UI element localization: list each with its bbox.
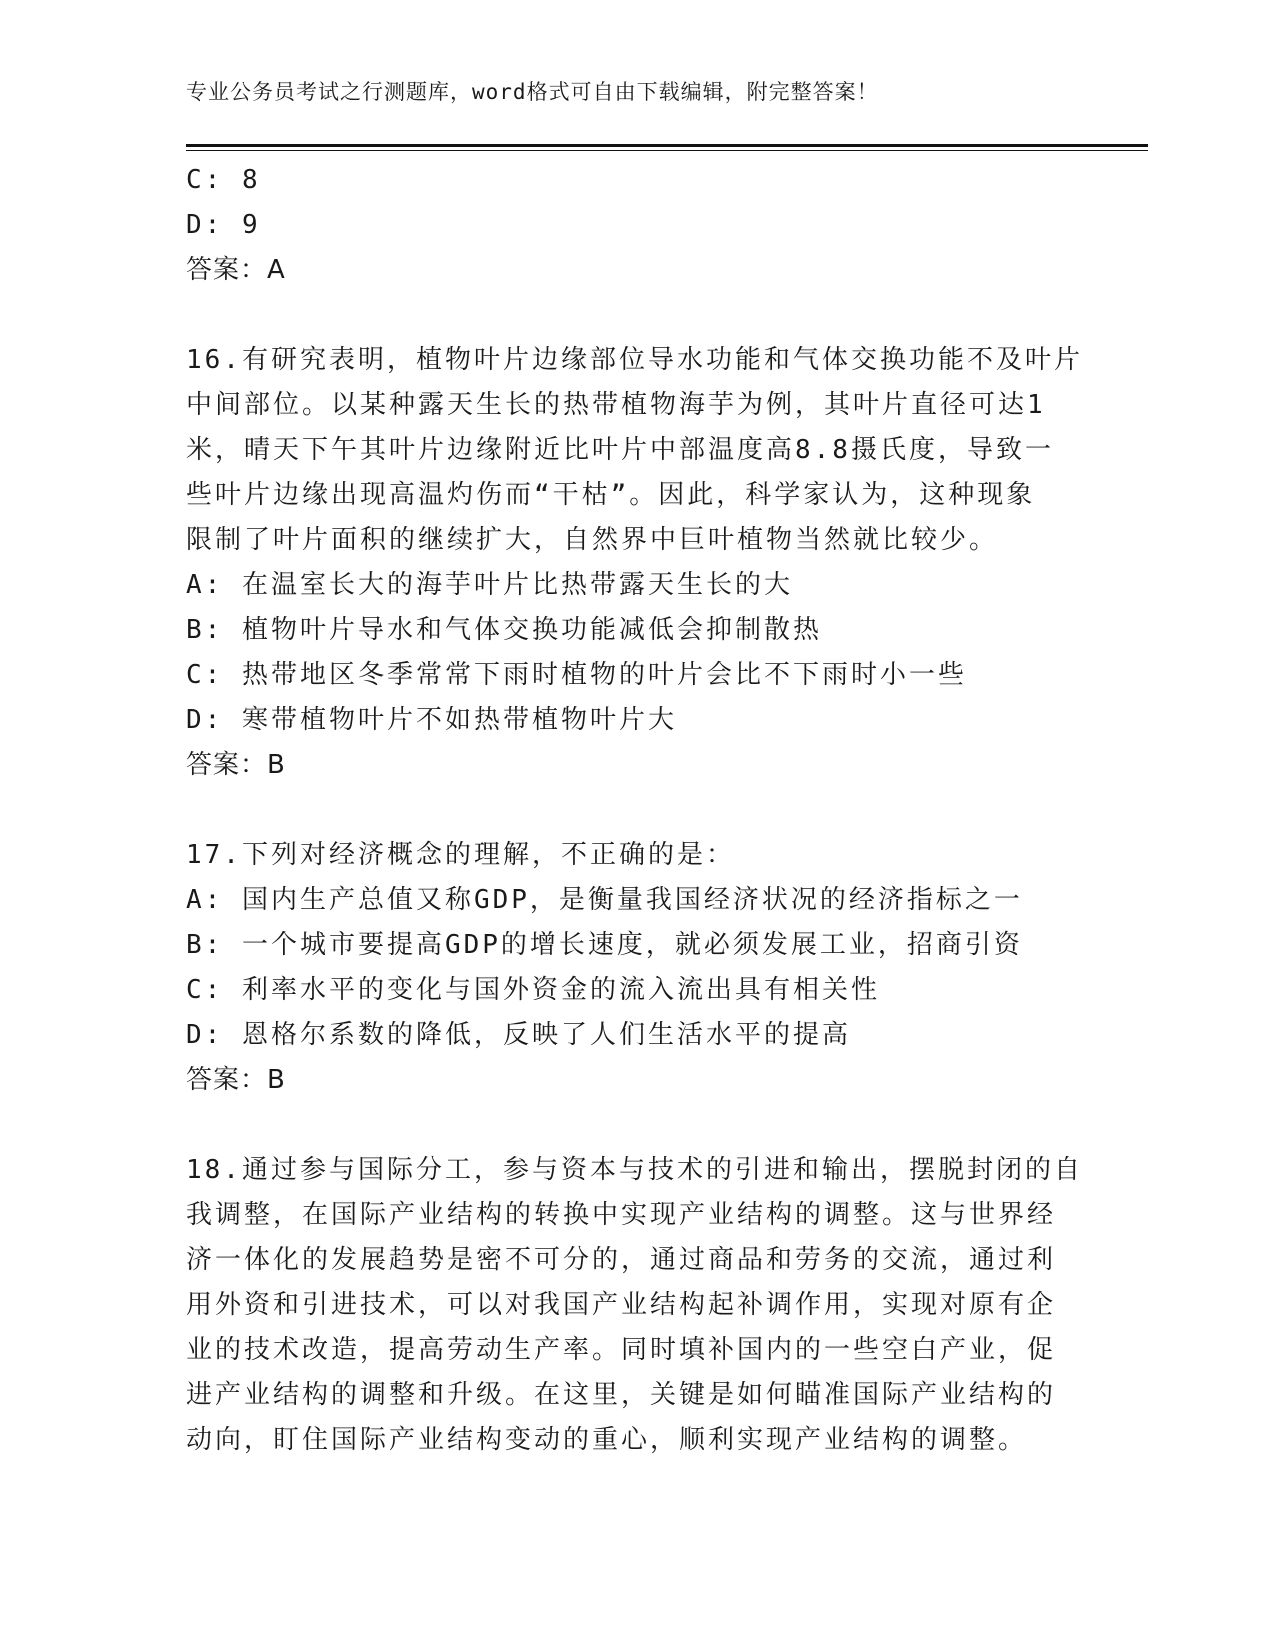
question-stem-line: 17.下列对经济概念的理解，不正确的是： xyxy=(186,840,735,870)
question-16 xyxy=(186,338,1086,788)
question-stem-line: 16.有研究表明，植物叶片边缘部位导水功能和气体交换功能不及叶片 xyxy=(186,345,1083,375)
question-content xyxy=(186,158,1086,1463)
option-a: A: 在温室长大的海芋叶片比热带露天生长的大 xyxy=(186,570,793,600)
header-rule-thick xyxy=(186,144,1148,147)
option-a: A: 国内生产总值又称GDP，是衡量我国经济状况的经济指标之一 xyxy=(186,885,1023,915)
question-stem-line: 业的技术改造，提高劳动生产率。同时填补国内的一些空白产业，促 xyxy=(186,1335,1057,1365)
question-stem-line: 用外资和引进技术，可以对我国产业结构起补调作用，实现对原有企 xyxy=(186,1290,1057,1320)
question-stem-line: 些叶片边缘出现高温灼伤而“干枯”。因此，科学家认为，这种现象 xyxy=(186,480,1036,510)
question-17 xyxy=(186,833,1086,1103)
header-rule-thin xyxy=(186,150,1148,151)
option-c: C: 8 xyxy=(186,165,261,195)
option-d: D: 寒带植物叶片不如热带植物叶片大 xyxy=(186,705,677,735)
question-stem-line: 限制了叶片面积的继续扩大，自然界中巨叶植物当然就比较少。 xyxy=(186,525,999,555)
question-15-tail xyxy=(186,158,1086,293)
question-stem-line: 进产业结构的调整和升级。在这里，关键是如何瞄准国际产业结构的 xyxy=(186,1380,1057,1410)
option-c: C: 利率水平的变化与国外资金的流入流出具有相关性 xyxy=(186,975,880,1005)
question-stem-line: 中间部位。以某种露天生长的热带植物海芋为例，其叶片直径可达1 xyxy=(186,390,1046,420)
page-header-text: 专业公务员考试之行测题库，word格式可自由下载编辑，附完整答案！ xyxy=(186,80,879,104)
question-18 xyxy=(186,1148,1086,1463)
answer-line: 答案：B xyxy=(186,750,286,780)
question-stem-line: 济一体化的发展趋势是密不可分的，通过商品和劳务的交流，通过利 xyxy=(186,1245,1057,1275)
question-stem-line: 我调整，在国际产业结构的转换中实现产业结构的调整。这与世界经 xyxy=(186,1200,1057,1230)
option-c: C: 热带地区冬季常常下雨时植物的叶片会比不下雨时小一些 xyxy=(186,660,967,690)
answer-line: 答案：A xyxy=(186,255,286,285)
answer-line: 答案：B xyxy=(186,1065,286,1095)
option-b: B: 植物叶片导水和气体交换功能减低会抑制散热 xyxy=(186,615,822,645)
question-stem-line: 米，晴天下午其叶片边缘附近比叶片中部温度高8.8摄氏度，导致一 xyxy=(186,435,1054,465)
question-stem-line: 18.通过参与国际分工，参与资本与技术的引进和输出，摆脱封闭的自 xyxy=(186,1155,1083,1185)
option-d: D: 9 xyxy=(186,210,261,240)
option-b: B: 一个城市要提高GDP的增长速度，就必须发展工业，招商引资 xyxy=(186,930,1023,960)
question-stem-line: 动向，盯住国际产业结构变动的重心，顺利实现产业结构的调整。 xyxy=(186,1425,1028,1455)
option-d: D: 恩格尔系数的降低，反映了人们生活水平的提高 xyxy=(186,1020,851,1050)
